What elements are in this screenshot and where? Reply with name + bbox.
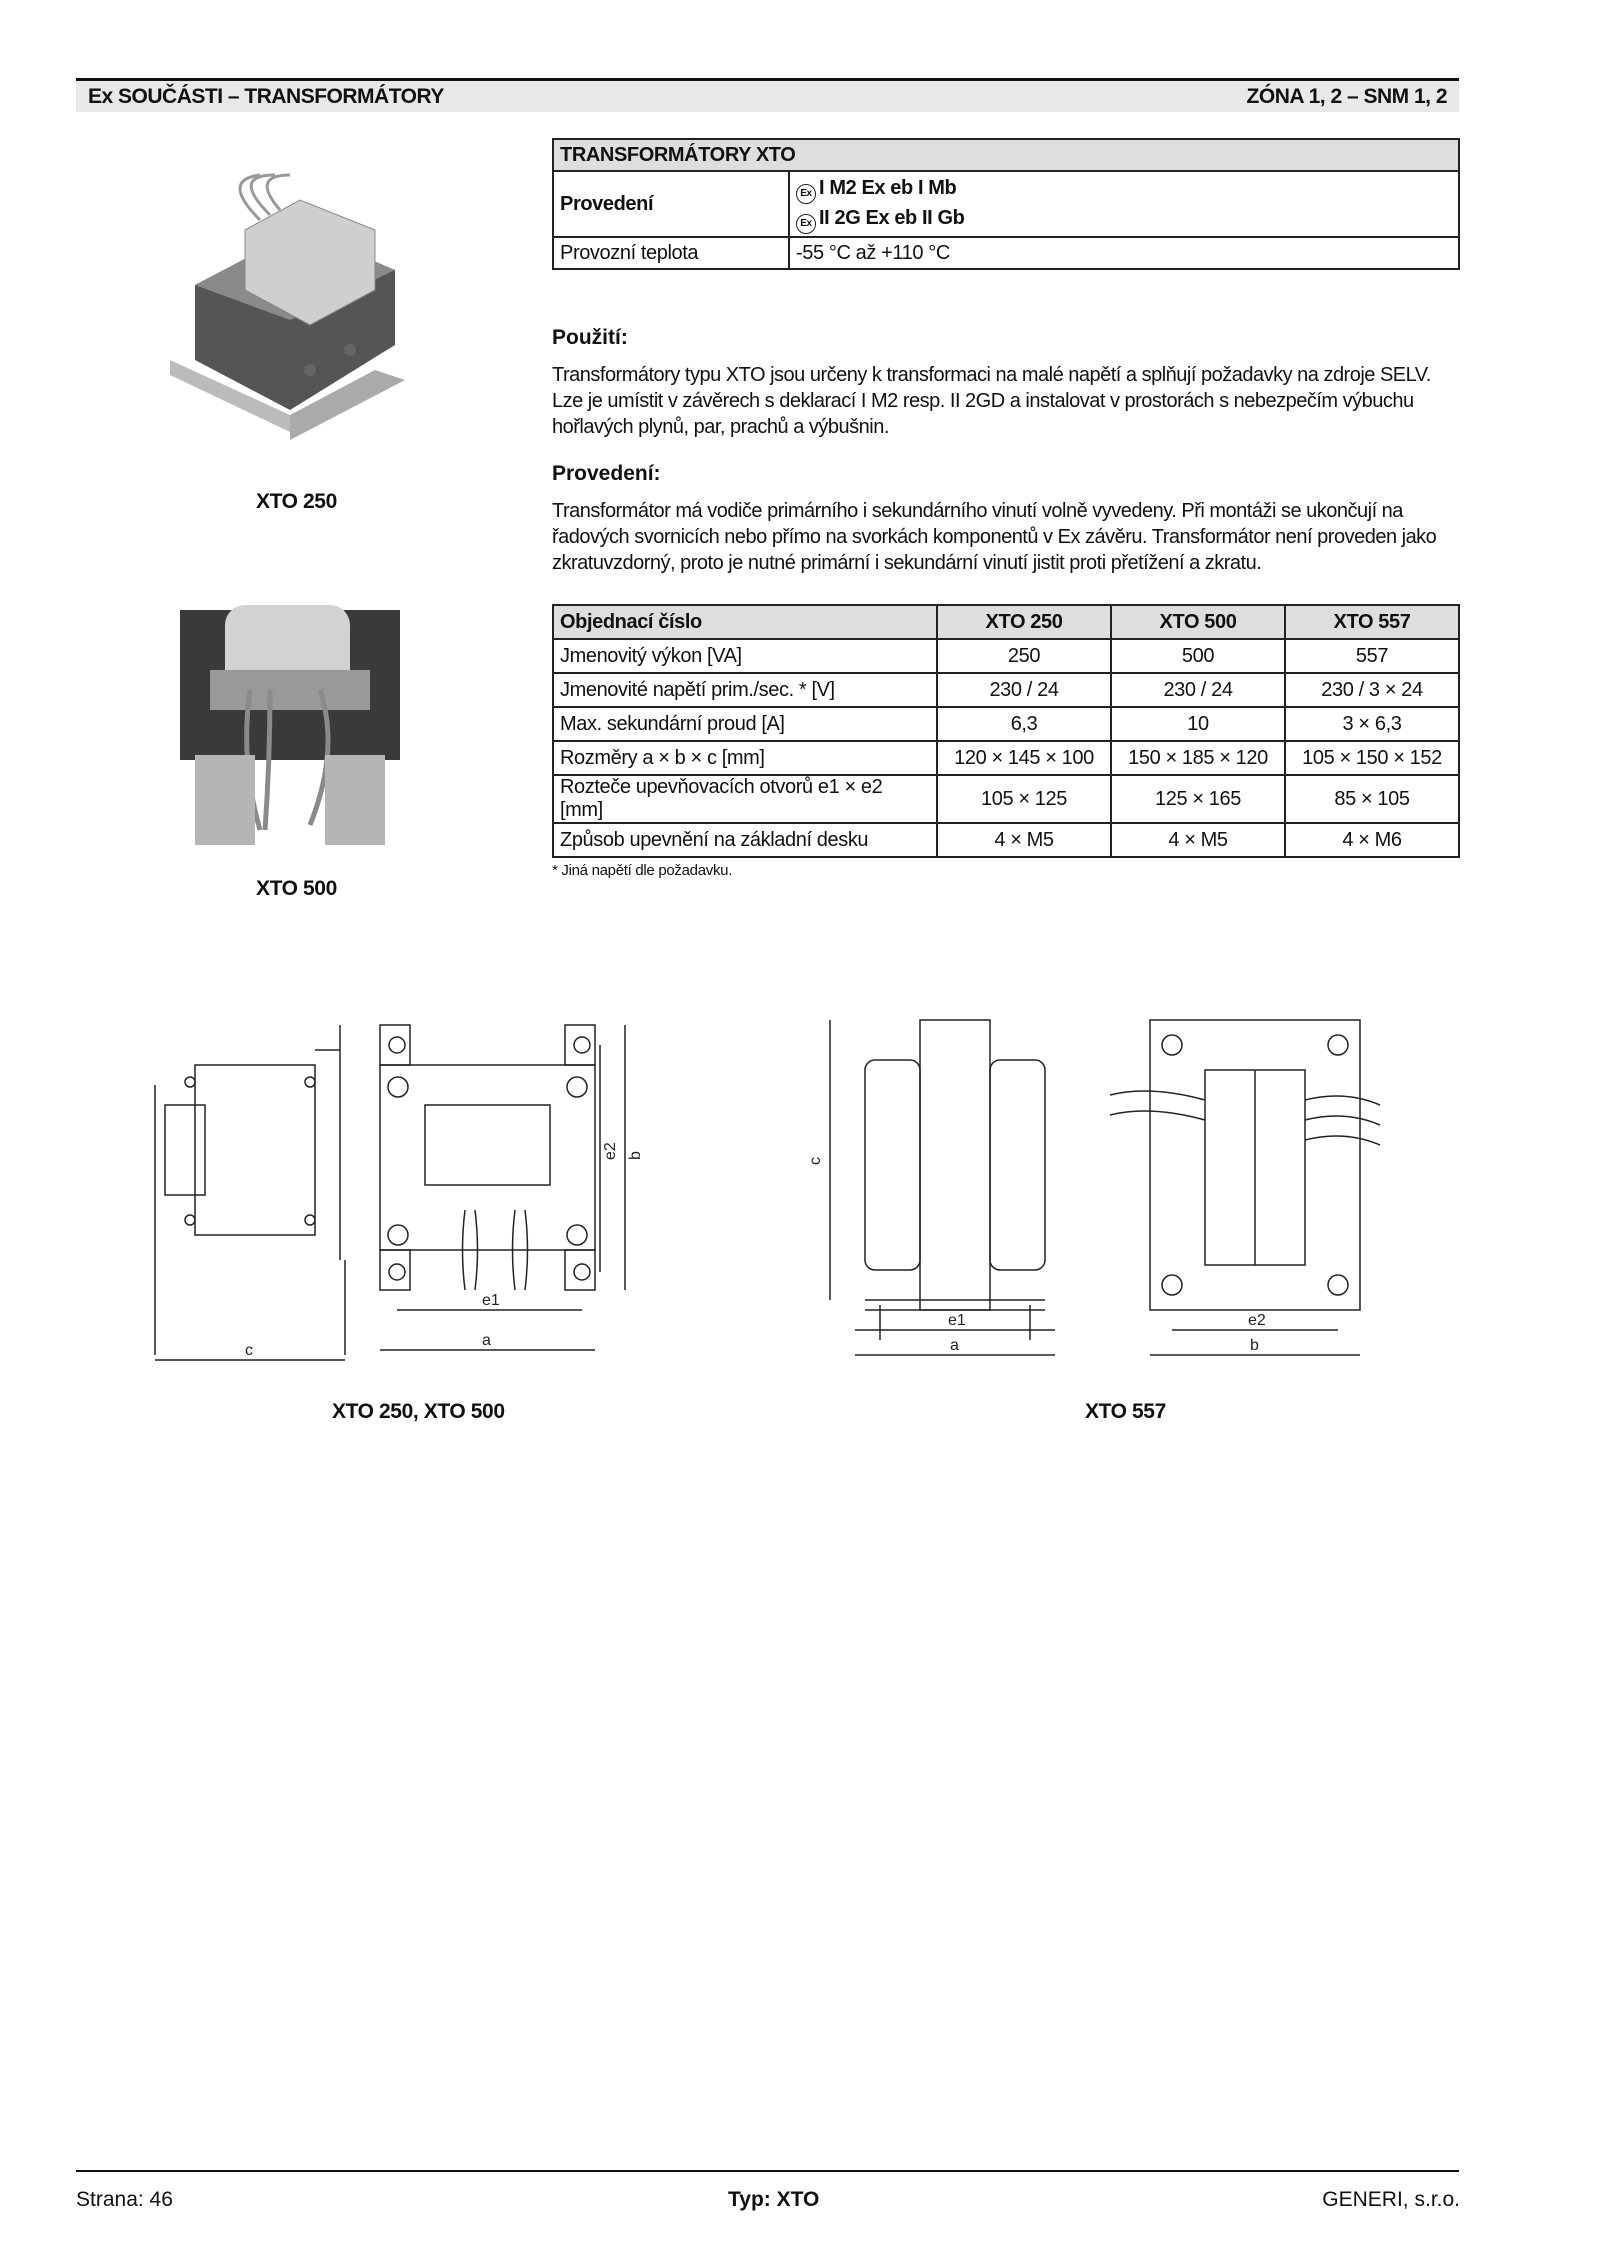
table-header: XTO 250	[937, 605, 1111, 639]
table-cell: 230 / 24	[1111, 673, 1285, 707]
caption-xto-250: XTO 250	[256, 490, 337, 513]
footnote: * Jiná napětí dle požadavku.	[552, 862, 733, 879]
table-cell: Rozměry a × b × c [mm]	[553, 741, 937, 775]
table-row	[553, 707, 1459, 741]
section-heading: Provedení:	[552, 462, 661, 485]
dim-label: e1	[482, 1292, 500, 1309]
table-cell: 3 × 6,3	[1285, 707, 1459, 741]
table-cell: 230 / 24	[937, 673, 1111, 707]
drawing-xto-250-500	[140, 1010, 660, 1380]
table-cell: Rozteče upevňovacích otvorů e1 × e2 [mm]	[553, 775, 937, 823]
spec-row-label: Provedení	[553, 171, 789, 237]
header-section-title: Ex SOUČÁSTI – TRANSFORMÁTORY	[88, 85, 444, 108]
page-header	[76, 78, 1459, 112]
caption-drawing-left: XTO 250, XTO 500	[332, 1400, 505, 1423]
table-cell: 500	[1111, 639, 1285, 673]
section-heading: Použití:	[552, 326, 628, 349]
dim-label: a	[482, 1332, 491, 1349]
spec-title: TRANSFORMÁTORY XTO	[553, 139, 1459, 171]
dim-label: e2	[1248, 1312, 1266, 1329]
dim-label: e2	[602, 1142, 619, 1160]
table-cell: 230 / 3 × 24	[1285, 673, 1459, 707]
dim-label: a	[950, 1337, 959, 1354]
drawing-xto-557	[807, 1010, 1380, 1380]
photo-xto-250	[150, 170, 420, 460]
table-cell: 6,3	[937, 707, 1111, 741]
table-row	[553, 673, 1459, 707]
footer-type: Typ: XTO	[728, 2188, 820, 2211]
table-cell: 85 × 105	[1285, 775, 1459, 823]
table-row	[553, 639, 1459, 673]
table-cell: 105 × 125	[937, 775, 1111, 823]
table-cell: 150 × 185 × 120	[1111, 741, 1285, 775]
footer-company: GENERI, s.r.o.	[1322, 2188, 1460, 2211]
spec-value: II 2G Ex eb II Gb	[819, 207, 965, 229]
table-row	[553, 741, 1459, 775]
photo-xto-500	[170, 590, 410, 850]
table-header: XTO 557	[1285, 605, 1459, 639]
dim-label: c	[245, 1342, 253, 1359]
table-cell: 4 × M5	[1111, 823, 1285, 857]
header-zone: ZÓNA 1, 2 – SNM 1, 2	[1246, 85, 1447, 108]
section-text: Transformátory typu XTO jsou určeny k transformaci na malé napětí a splňují požadavky na zdroje SELV. Lze je umístit v závěrech s deklarací I M2 resp. II 2GD a instalovat v prostorách s nebezpečím výbuchu hořlavých plynů, par, prachů a výbušnin.	[552, 364, 1431, 438]
table-row	[553, 775, 1459, 823]
footer-page: Strana: 46	[76, 2188, 173, 2211]
dim-label: b	[627, 1151, 644, 1160]
table-cell: 105 × 150 × 152	[1285, 741, 1459, 775]
footer-divider	[76, 2170, 1459, 2172]
dim-label: b	[1250, 1337, 1259, 1354]
table-cell: Způsob upevnění na základní desku	[553, 823, 937, 857]
table-row	[553, 823, 1459, 857]
section-text: Transformátor má vodiče primárního i sekundárního vinutí volně vyvedeny. Při montáži se ukončují na řadových svornicích nebo přímo na svorkách komponentů v Ex závěru. Transformátor není proveden jako zkratuvzdorný, proto je nutné primární i sekundární vinutí jistit proti přetížení a zkratu.	[552, 500, 1437, 574]
table-header: Objednací číslo	[553, 605, 937, 639]
table-cell: Jmenovité napětí prim./sec. * [V]	[553, 673, 937, 707]
spec-row-label: Provozní teplota	[553, 237, 789, 269]
table-cell: Max. sekundární proud [A]	[553, 707, 937, 741]
table-cell: 4 × M5	[937, 823, 1111, 857]
ex-mark-icon: Ex	[796, 214, 816, 234]
spec-table	[552, 138, 1460, 270]
table-header: XTO 500	[1111, 605, 1285, 639]
spec-value: -55 °C až +110 °C	[789, 237, 1459, 269]
table-cell: 250	[937, 639, 1111, 673]
table-cell: 125 × 165	[1111, 775, 1285, 823]
caption-xto-500: XTO 500	[256, 877, 337, 900]
product-table	[552, 604, 1460, 858]
table-cell: 4 × M6	[1285, 823, 1459, 857]
table-cell: Jmenovitý výkon [VA]	[553, 639, 937, 673]
dim-label: e1	[948, 1312, 966, 1329]
table-cell: 10	[1111, 707, 1285, 741]
table-cell: 557	[1285, 639, 1459, 673]
dim-label: c	[807, 1157, 824, 1165]
table-cell: 120 × 145 × 100	[937, 741, 1111, 775]
caption-drawing-right: XTO 557	[1085, 1400, 1166, 1423]
spec-value: I M2 Ex eb I Mb	[819, 177, 957, 199]
ex-mark-icon: Ex	[796, 184, 816, 204]
